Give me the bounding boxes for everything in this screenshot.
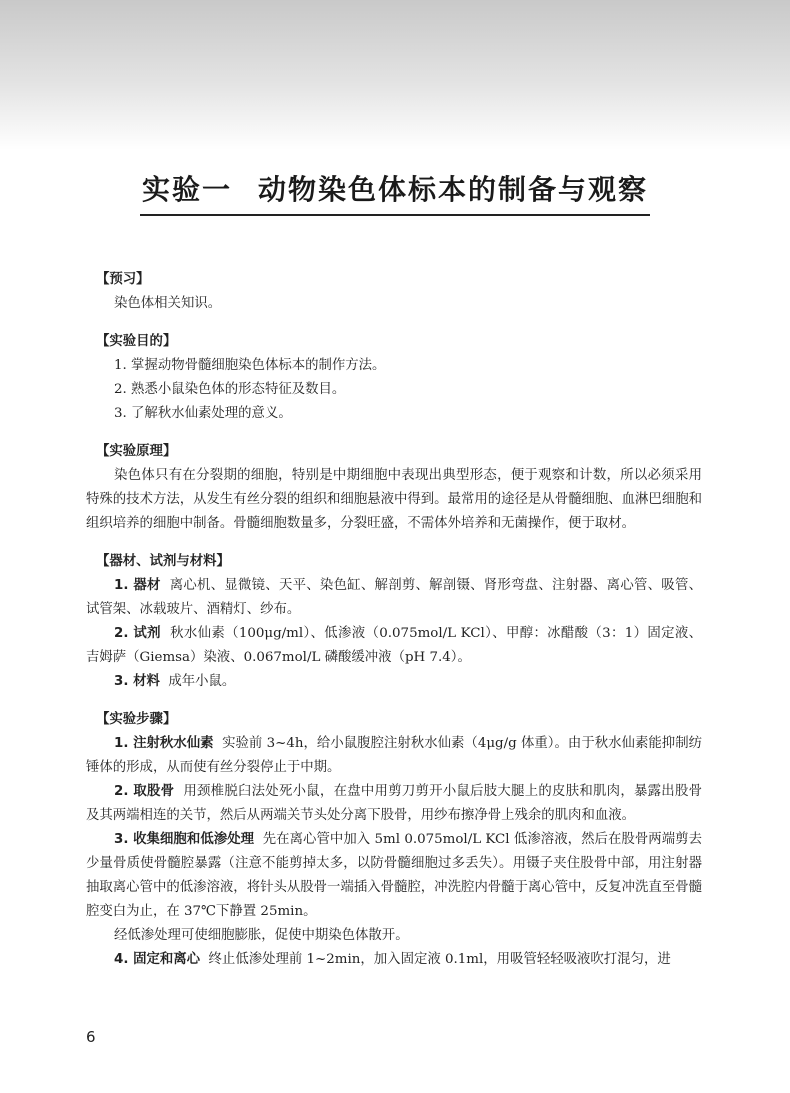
list-item (86, 948, 702, 972)
item-text: 实验前 3~4h，给小鼠腹腔注射秋水仙素（4μg/g 体重）。由于秋水仙素能抑制纺锤体的形成，从而使有丝分裂停止于中期。 (86, 736, 702, 775)
title-text (140, 168, 650, 216)
item-label: 1. 注射秋水仙素 (114, 736, 214, 751)
section-materials (86, 550, 702, 694)
list-item (86, 828, 702, 924)
paragraph (86, 924, 702, 948)
chapter-title (0, 168, 790, 216)
item-text: 成年小鼠。 (168, 674, 236, 689)
item-label: 2. 取股骨 (114, 784, 175, 799)
section-heading: 【预习】 (96, 272, 150, 287)
paragraph: 染色体相关知识。 (114, 296, 222, 311)
page-number: 6 (86, 1028, 96, 1046)
section-heading: 【实验原理】 (96, 444, 177, 459)
item-label: 3. 材料 (114, 674, 160, 689)
item-text: 经低渗处理可使细胞膨胀，促使中期染色体散开。 (114, 928, 409, 943)
section-preview (86, 268, 702, 316)
header-band (0, 0, 790, 150)
title-part1: 实验一 (141, 173, 232, 206)
section-purpose (86, 330, 702, 426)
list-item (86, 732, 702, 780)
item-label: 2. 试剂 (114, 626, 161, 641)
section-heading: 【实验步骤】 (96, 712, 177, 727)
list-item (86, 622, 702, 670)
body-content (86, 268, 702, 972)
list-item (86, 574, 702, 622)
section-heading: 【器材、试剂与材料】 (96, 554, 230, 569)
list-item: 1. 掌握动物骨髓细胞染色体标本的制作方法。 (114, 358, 386, 373)
item-label: 4. 固定和离心 (114, 952, 201, 967)
title-part2: 动物染色体标本的制备与观察 (258, 173, 649, 206)
list-item (86, 670, 702, 694)
section-principle (86, 440, 702, 536)
item-text: 先在离心管中加入 5ml 0.075mol/L KCl 低渗溶液，然后在股骨两端剪去少量骨质使骨髓腔暴露（注意不能剪掉太多，以防骨髓细胞过多丢失）。用镊子夹住股骨中部，用注射器抽取离心管中的低渗溶液，将针头从股骨一端插入骨髓腔，冲洗腔内骨髓于离心管中，反复冲洗直至骨髓腔变白为止，在 37℃下静置 25min。 (86, 832, 702, 919)
item-text: 秋水仙素（100μg/ml）、低渗液（0.075mol/L KCl）、甲醇：冰醋酸（3：1）固定液、吉姆萨（Giemsa）染液、0.067mol/L 磷酸缓冲液（pH 7.4）。 (86, 626, 702, 665)
section-steps (86, 708, 702, 972)
list-item: 3. 了解秋水仙素处理的意义。 (114, 406, 292, 421)
list-item (86, 780, 702, 828)
list-item: 2. 熟悉小鼠染色体的形态特征及数目。 (114, 382, 346, 397)
item-text: 离心机、显微镜、天平、染色缸、解剖剪、解剖镊、肾形弯盘、注射器、离心管、吸管、试管架、冰载玻片、酒精灯、纱布。 (86, 578, 703, 617)
item-text: 终止低渗处理前 1~2min，加入固定液 0.1ml，用吸管轻轻吸液吹打混匀，进 (208, 952, 671, 967)
section-heading: 【实验目的】 (96, 334, 177, 349)
item-text: 用颈椎脱臼法处死小鼠，在盘中用剪刀剪开小鼠后肢大腿上的皮肤和肌肉，暴露出股骨及其两端相连的关节，然后从两端关节头处分离下股骨，用纱布擦净骨上残余的肌肉和血液。 (86, 784, 703, 823)
item-label: 1. 器材 (114, 578, 161, 593)
item-label: 3. 收集细胞和低渗处理 (114, 832, 255, 847)
paragraph: 染色体只有在分裂期的细胞，特别是中期细胞中表现出典型形态，便于观察和计数，所以必须采用特殊的技术方法，从发生有丝分裂的组织和细胞悬液中得到。最常用的途径是从骨髓细胞、血淋巴细胞和组织培养的细胞中制备。骨髓细胞数量多，分裂旺盛，不需体外培养和无菌操作，便于取材。 (86, 468, 702, 531)
